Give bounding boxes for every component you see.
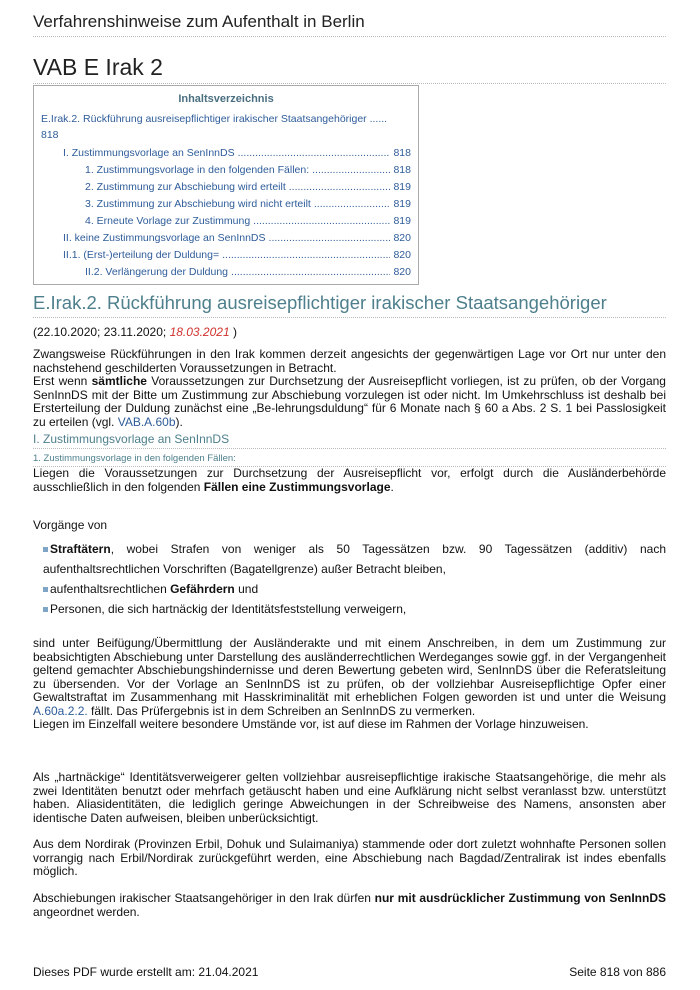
toc-entry-label[interactable]: 3. Zustimmung zur Abschiebung wird nicht erteilt xyxy=(85,198,311,210)
footer-page-number: Seite 818 von 886 xyxy=(569,965,666,979)
toc-heading: Inhaltsverzeichnis xyxy=(178,93,274,105)
toc-entry-label[interactable]: I. Zustimmungsvorlage an SenInnDS xyxy=(63,147,235,159)
toc-entry-label[interactable]: 2. Zustimmung zur Abschiebung wird erteilt xyxy=(85,181,286,193)
intro-paragraph xyxy=(33,348,666,429)
toc-main-entry[interactable] xyxy=(41,111,411,143)
bullet-text: und xyxy=(234,582,259,596)
toc-entry[interactable] xyxy=(41,145,411,162)
bullet-bold: Gefährdern xyxy=(170,582,235,596)
toc-entry[interactable] xyxy=(41,264,411,281)
ref-link-a60a[interactable]: A.60a.2.2. xyxy=(33,703,88,718)
vorgaenge-label: Vorgänge von xyxy=(33,518,108,532)
intro-p2-d: ). xyxy=(175,414,183,429)
toc-entry[interactable] xyxy=(41,213,411,230)
p4-c: Liegen im Einzelfall weitere besondere Umstände vor, ist auf diese im Rahmen der Vorlage hinzuweisen. xyxy=(33,717,589,731)
p7-c: angeordnet werden. xyxy=(33,904,140,919)
p3-bold: Fällen eine Zustimmungsvorlage xyxy=(203,479,391,494)
toc-entry-page[interactable]: 819 xyxy=(393,198,411,210)
dates-suffix: ) xyxy=(229,325,237,339)
toc-entry-label[interactable]: II.2. Verlängerung der Duldung xyxy=(85,266,229,278)
toc-main-label[interactable]: E.Irak.2. Rückführung ausreisepflichtiger irakischer Staatsangehöriger ...... xyxy=(41,113,388,125)
toc-entry[interactable] xyxy=(41,247,411,264)
toc-main-page[interactable]: 818 xyxy=(41,129,59,141)
page-title: VAB E Irak 2 xyxy=(33,54,666,84)
bullet-text: , wobei Strafen von weniger als 50 Tagessätzen bzw. 90 Tagessätzen (additiv) nach aufenthaltsrechtlichen Vorschriften (Bagatellgrenze) außer Betracht bleiben, xyxy=(43,542,666,576)
bullet-icon xyxy=(43,547,48,552)
toc-entry-page[interactable]: 819 xyxy=(393,181,411,193)
toc-entry-label[interactable]: 1. Zustimmungsvorlage in den folgenden Fällen: xyxy=(85,164,310,176)
revision-dates xyxy=(33,325,237,339)
bullet-text: Personen, die sich hartnäckig der Identitätsfeststellung verweigern, xyxy=(50,602,407,616)
toc-entry-label[interactable]: II. keine Zustimmungsvorlage an SenInnDS xyxy=(63,232,266,244)
toc-entry-label[interactable]: 4. Erneute Vorlage zur Zustimmung xyxy=(85,215,251,227)
intro-p2-a: Erst wenn xyxy=(33,374,92,388)
toc-entry-page[interactable]: 820 xyxy=(393,249,411,261)
toc-entry[interactable] xyxy=(41,162,411,179)
paragraph-7 xyxy=(33,892,666,919)
bullet-icon xyxy=(43,587,48,592)
toc-entry[interactable] xyxy=(41,179,411,196)
p7-a: Abschiebungen irakischer Staatsangehöriger in den Irak dürfen xyxy=(33,891,375,905)
p4-b: fällt. Das Prüfergebnis ist in dem Schreiben an SenInnDS zu vermerken. xyxy=(87,703,476,718)
paragraph-6: Aus dem Nordirak (Provinzen Erbil, Dohuk und Sulaimaniya) stammende oder dort zuletzt wohnhafte Personen sollen vorrangig nach Erbil/Nordirak zurückgeführt werden, eine Abschiebung nach Bagdad/Zentralirak ist indes ebenfalls möglich. xyxy=(33,837,666,878)
site-header: Verfahrenshinweise zum Aufenthalt in Berlin xyxy=(33,12,666,37)
toc-entry[interactable] xyxy=(41,196,411,213)
paragraph-3 xyxy=(33,467,666,494)
dates-highlight: 18.03.2021 xyxy=(169,325,230,339)
intro-p2-c: Voraussetzungen zur Durchsetzung der Ausreisepflicht vorliegen, ist zu prüfen, ob der Vorgang SenInnDS mit der Bitte um Zustimmung zur Abschiebung vorzulegen ist oder nicht. Im Umkehrschluss ist deshalb bei Ersterteilung der Duldung zunächst eine „Be-lehrungsduldung“ für 6 Monate nach § 60 a Abs. 2 S. 1 bei Passlosigkeit zu erteilen (vgl. xyxy=(33,374,666,429)
list-item xyxy=(43,579,666,599)
list-item xyxy=(43,539,666,579)
toc-entry-page[interactable]: 820 xyxy=(393,232,411,244)
toc-entry-page[interactable]: 820 xyxy=(393,266,411,278)
p4-a: sind unter Beifügung/Übermittlung der Ausländerakte und mit einem Anschreiben, in dem um Zustimmung zur beabsichtigten Abschiebung unter Darstellung des ausländerrechtlichen Werdeganges sowie ggf. in der Vergangenheit geltend gemachter Abschiebungshindernisse und deren Bewertung gebeten wird, SenInnDS über die Referatsleitung zu übersenden. Vor der Vorlage an SenInnDS ist zu prüfen, ob der vollziehbar Ausreisepflichtige Opfer einer Gewaltstraftat im Zusammenhang mit Hasskriminalität mit erheblichen Folgen geworden ist und unter die Weisung xyxy=(33,636,666,704)
bullet-icon xyxy=(43,607,48,612)
page-footer xyxy=(33,965,666,979)
sub-sub-heading: 1. Zustimmungsvorlage in den folgenden Fällen: xyxy=(33,453,666,467)
table-of-contents xyxy=(33,85,419,285)
intro-p2-bold: sämtliche xyxy=(91,374,147,388)
toc-entry-page[interactable]: 818 xyxy=(393,164,411,176)
p3-c: . xyxy=(390,479,394,494)
toc-entry-page[interactable]: 818 xyxy=(393,147,411,159)
toc-entry-label[interactable]: II.1. (Erst-)erteilung der Duldung= xyxy=(63,249,220,261)
dates-prefix: (22.10.2020; 23.11.2020; xyxy=(33,325,170,339)
toc-entry[interactable] xyxy=(41,230,411,247)
footer-created: Dieses PDF wurde erstellt am: 21.04.2021 xyxy=(33,965,259,979)
intro-p1: Zwangsweise Rückführungen in den Irak kommen derzeit angesichts der gegenwärtigen Lage vor Ort nur unter den nachstehend geschilderten Voraussetzungen in Betracht. xyxy=(33,347,666,375)
list-item xyxy=(43,599,666,619)
paragraph-5: Als „hartnäckige“ Identitätsverweigerer gelten vollziehbar ausreisepflichtige irakische Staatsangehörige, die mehr als zwei Identitäten benutzt oder mehrfach getäuscht haben und eine Aufklärung nicht selbst veranlasst bzw. unterstützt haben. Aliasidentitäten, die lediglich geringe Abweichungen in der Schreibweise des Namens, ansonsten aber identische Daten aufweisen, bleiben unberücksichtigt. xyxy=(33,770,666,825)
bullet-bold: Straftätern xyxy=(50,542,111,556)
bullet-pre: aufenthaltsrechtlichen xyxy=(50,582,171,596)
bullet-list xyxy=(43,539,666,619)
p7-bold: nur mit ausdrücklicher Zustimmung von SenInnDS xyxy=(374,891,666,905)
sub-heading: I. Zustimmungsvorlage an SenInnDS xyxy=(33,432,666,449)
toc-entry-page[interactable]: 819 xyxy=(393,215,411,227)
section-heading: E.Irak.2. Rückführung ausreisepflichtiger irakischer Staatsangehöriger xyxy=(33,292,666,318)
p3-a: Liegen die Voraussetzungen zur Durchsetzung der Ausreisepflicht vor, erfolgt durch die Ausländerbehörde ausschließlich in den folgenden xyxy=(33,466,666,494)
ref-link-vab-a60b[interactable]: VAB.A.60b xyxy=(117,414,176,429)
paragraph-4 xyxy=(33,637,666,732)
